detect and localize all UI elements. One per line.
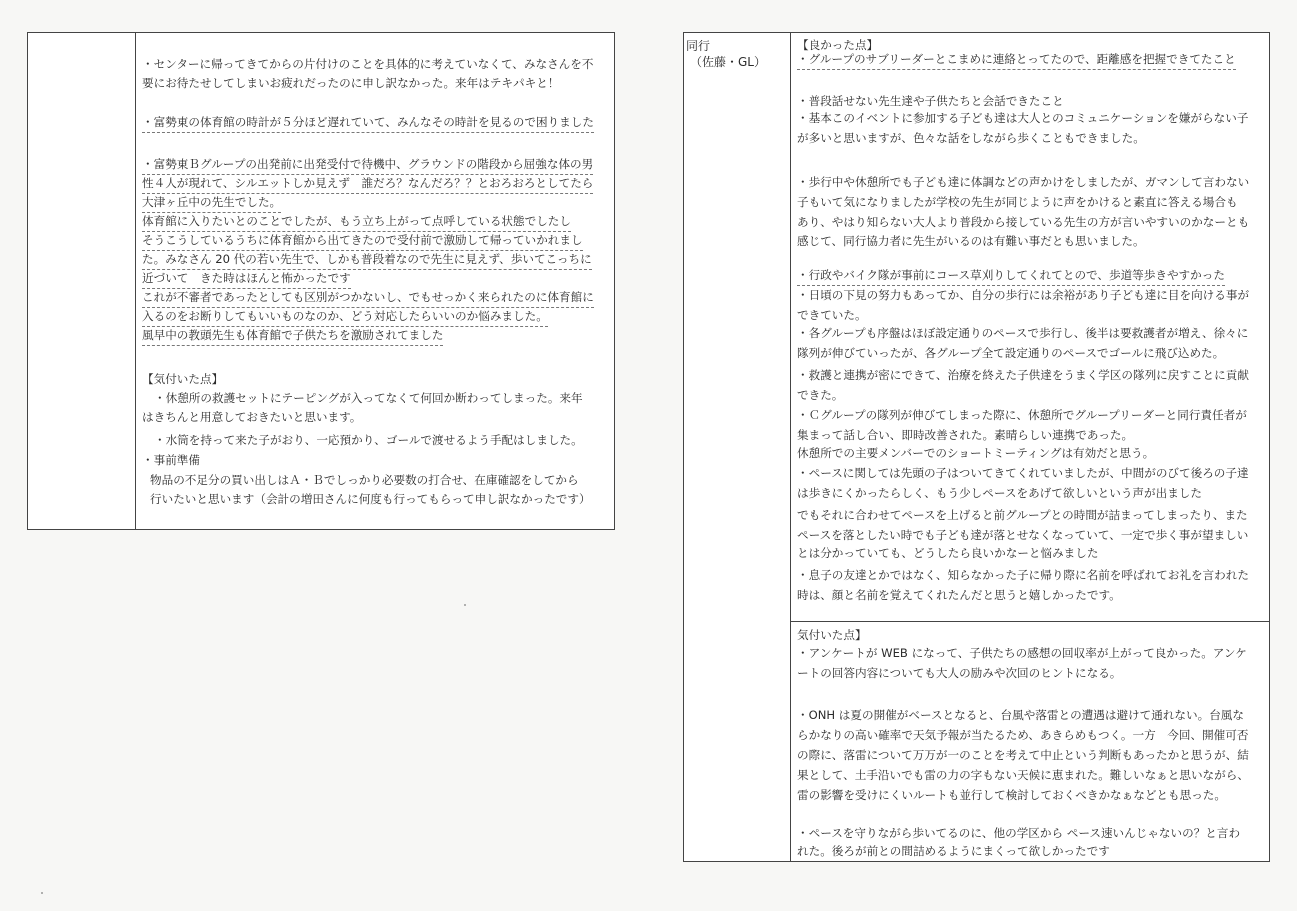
left-text-line: 性４人が現れて、シルエットしか見えず 誰だろ？なんだろ？？とおろおろとしてたら [142,174,593,194]
right-text-line: できた。 [797,388,844,402]
right-text-line: できていた。 [797,308,867,322]
left-text-line: 要にお待たせしてしまいお疲れだったのに申し訳なかった。来年はテキパキと！ [142,76,560,90]
right-text-line: あり、やはり知らない大人より普段から接している先生の方が言いやすいのかなーとも [797,215,1250,229]
right-text-line: 子もいて気になりましたが学校の先生が同じように声をかけると素直に答える場合も [797,195,1238,209]
right-text-line: れた。後ろが前との間詰めるようにまくって欲しかったです [797,844,1110,858]
right-text-line: 集まって話し合い、即時改善された。素晴らしい連携であった。 [797,428,1134,442]
right-text-line: ・Ｃグループの隊列が伸びてしまった際に、休憩所でグループリーダーと同行責任者が [797,408,1247,422]
right-report-table [683,32,1270,862]
right-text-line: でもそれに合わせてペースを上げると前グループとの時間が詰まってしまったり、また [797,508,1248,522]
right-text-line: とは分かっていても、どうしたら良いかなーと悩みました [797,546,1099,560]
right-text-line: ートの回答内容についても大人の励みや次回のヒントになる。 [797,666,1122,680]
right-text-line: 時は、顔と名前を覚えてくれたんだと思うと嬉しかったです。 [797,588,1121,602]
left-text-line: ・センターに帰ってきてからの片付けのことを具体的に考えていなくて、みなさんを不 [142,57,594,71]
right-text-line: 隊列が伸びていったが、各グループ全て設定通りのペースでゴールに飛び込めた。 [797,346,1225,360]
section-divider [791,621,1269,622]
left-text-line: 入るのをお断りしてもいいものなのか、どう対応したらいいのか悩みました。 [142,307,548,327]
left-text-line: た。みなさん 20 代の若い先生で、しかも普段着なので先生に見えず、歩いてこっちに [142,250,592,270]
left-text-line: 近づいて きた時はほんと怖かったです [142,269,351,289]
left-label-column [28,33,136,529]
right-text-line: ・ペースを守りながら歩いてるのに、他の学区から ペース速いんじゃないの？と言わ [797,826,1241,840]
right-text-line: が多いと思いますが、色々な話をしながら歩くこともできました。 [797,131,1145,145]
right-text-line: ・グループのサブリーダーとこまめに連絡とってたので、距離感を把握できてたこと [797,50,1236,70]
left-text-line: はきちんと用意しておきたいと思います。 [142,410,362,424]
good-points-heading: 【良かった点】 [797,38,879,52]
left-text-line: ・休憩所の救護セットにテーピングが入ってなくて何回か断わってしまった。来年 [154,391,583,405]
left-text-line: ・事前準備 [142,453,200,467]
right-text-line: は歩きにくかったらしく、もう少しペースをあげて欲しいという声が出ました [797,486,1202,500]
right-text-line: ・行政やバイク隊が事前にコース草刈りしてくれてとので、歩道等歩きやすかった [797,266,1225,286]
right-text-line: ペースを落としたい時でも子ども達が落とせなくなっていて、一定で歩く事が望ましい [797,528,1249,542]
left-text-line: そうこうしているうちに体育館から出てきたので受付前で激励して帰っていかれまし [142,231,583,251]
right-text-line: らかなりの高い確率で天気予報が当たるため、あきらめもつく。一方 今回、開催可否 [797,728,1249,742]
left-text-line: 行いたいと思います（会計の増田さんに何度も行ってもらって申し訳なかったです） [150,492,591,506]
member-names-label: （佐藤・GL） [690,55,766,69]
left-text-line: 大津ヶ丘中の先生でした。 [142,193,281,213]
left-text-line: ・富勢東Ｂグループの出発前に出発受付で待機中、グラウンドの階段から屈強な体の男 [142,155,593,175]
left-text-line: ・富勢東の体育館の時計が５分ほど遅れていて、みんなその時計を見るので困りました [142,113,594,133]
left-text-line: ・水筒を持って来た子がおり、一応預かり、ゴールで渡せるよう手配はしました。 [154,433,583,447]
right-text-line: ・ONH は夏の開催がベースとなると、台風や落雷との遭遇は避けて通れない。台風な [797,708,1244,722]
left-text-line: 物品の不足分の買い出しはＡ・Ｂでしっかり必要数の打合せ、在庫確認をしてから [150,473,579,487]
right-text-line: ・アンケートが WEB になって、子供たちの感想の回収率が上がって良かった。アンケ [797,646,1247,660]
left-content-column [136,33,614,529]
right-text-line: の際に、落雷について万万が一のことを考えて中止という判断もあったかと思うが、結 [797,748,1249,762]
left-text-line: これが不審者であったとしても区別がつかないし、でもせっかく来られたのに体育館に [142,288,594,308]
right-text-line: 休憩所での主要メンバーでのショートミーティングは有効だと思う。 [797,446,1155,460]
right-label-column [684,33,791,861]
right-text-line: ・息子の友達とかではなく、知らなかった子に帰り際に名前を呼ばれてお礼を言われた [797,568,1249,582]
right-text-line: 果として、土手沿いでも雷の力の字もない天候に恵まれた。難しいなぁと思いながら、 [797,768,1249,782]
right-text-line: ・普段話せない先生達や子供たちと会話できたこと [797,94,1064,108]
left-text-line: 風早中の教頭先生も体育館で子供たちを激励されてました [142,326,443,346]
right-text-line: 感じて、同行協力者に先生がいるのは有難い事だとも思いました。 [797,234,1145,248]
scan-speck [41,892,43,894]
scan-speck [464,604,466,606]
right-text-line: ・各グループも序盤はほぼ設定通りのペースで歩行し、後半は要救護者が増え、徐々に [797,326,1249,340]
role-label: 同行 [686,39,711,53]
right-content-column [791,33,1269,861]
left-text-line: 体育館に入りたいとのことでしたが、もう立ち上がって点呼している状態でしたし [142,212,571,232]
right-text-line: ・日頃の下見の努力もあってか、自分の歩行には余裕があり子ども達に目を向ける事が [797,288,1250,302]
right-text-line: ・歩行中や休憩所でも子ども達に体調などの声かけをしましたが、ガマンして言わない [797,175,1250,189]
left-report-table [27,32,615,530]
right-text-line: 雷の影響を受けにくいルートも並行して検討しておくべきかなぁなどとも思った。 [797,788,1226,802]
right-text-line: ・ペースに関しては先頭の子はついてきてくれていましたが、中間がのびて後ろの子達 [797,466,1249,480]
left-notice-heading: 【気付いた点】 [142,372,224,386]
notice-points-heading: 気付いた点】 [797,628,867,642]
right-text-line: ・基本このイベントに参加する子ども達は大人とのコミュニケーションを嫌がらない子 [797,111,1249,125]
right-text-line: ・救護と連携が密にできて、治療を終えた子供達をうまく学区の隊列に戻すことに貢献 [797,368,1249,382]
